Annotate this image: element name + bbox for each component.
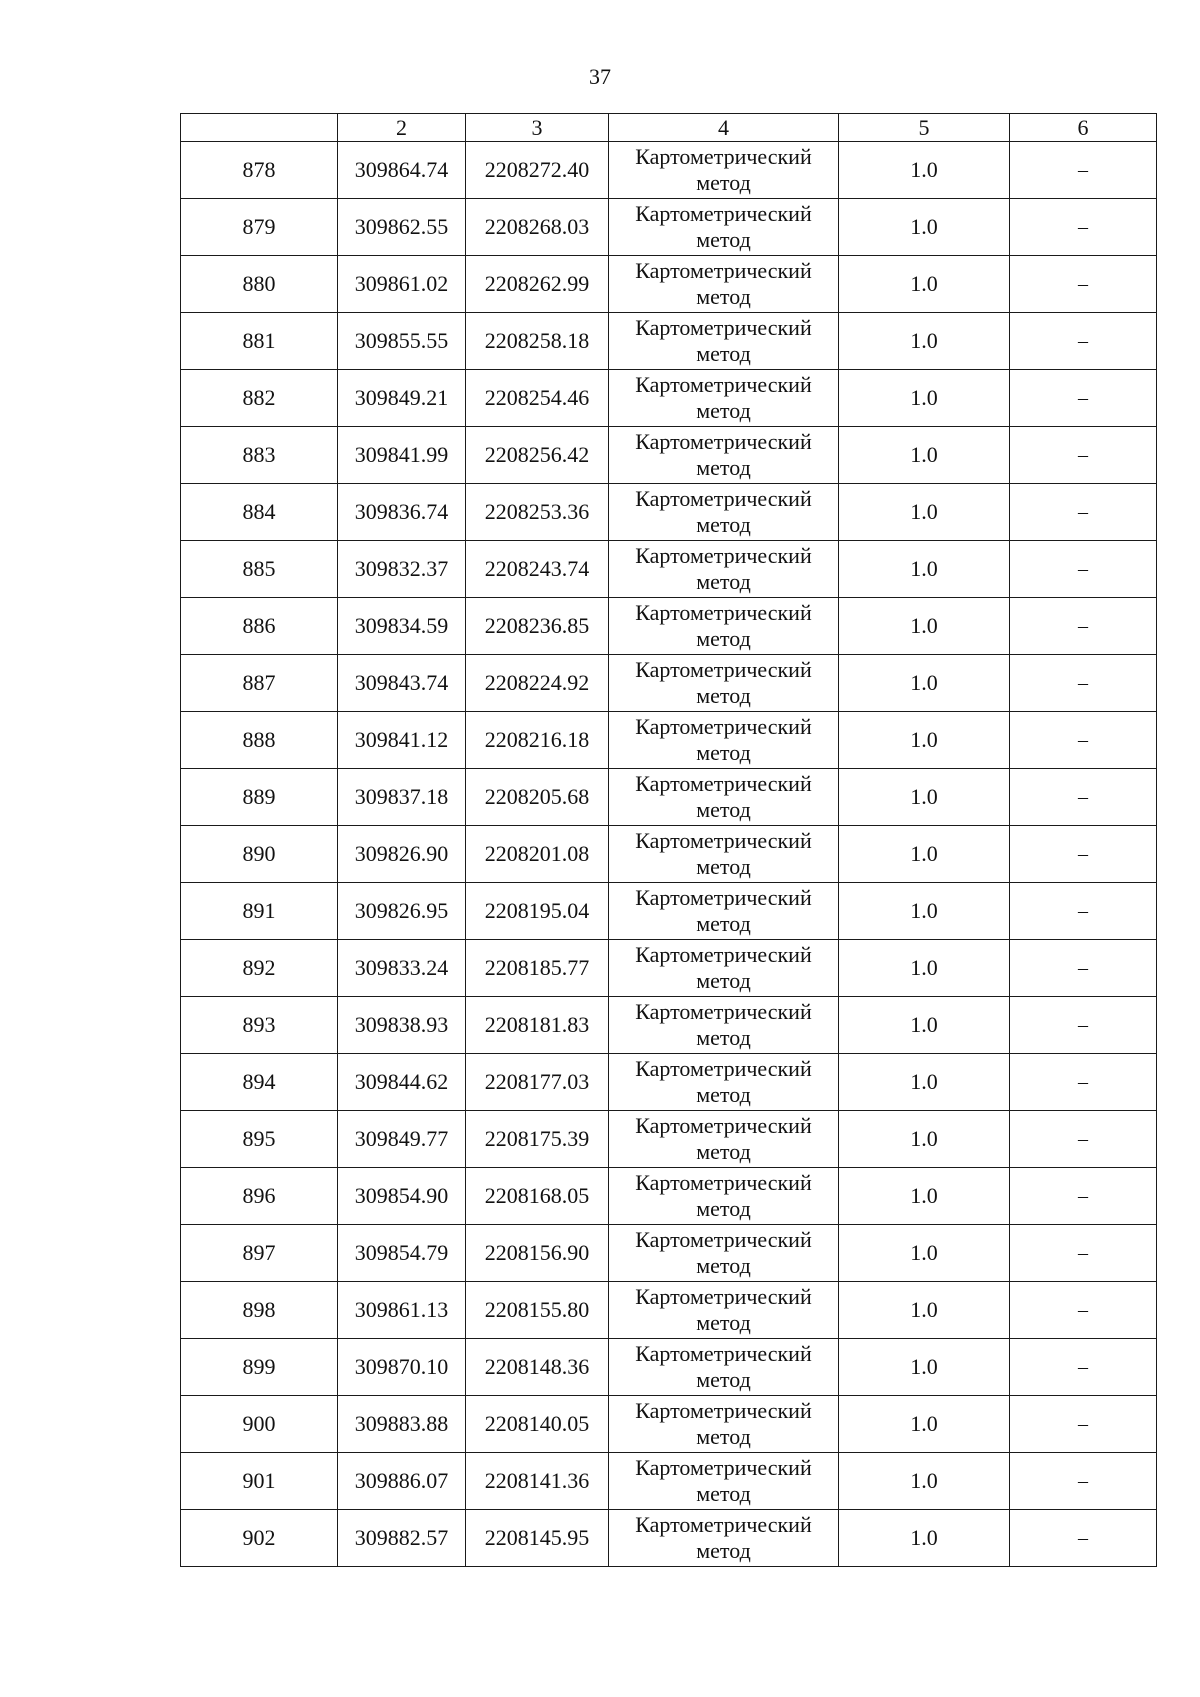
accuracy-cell: 1.0 — [839, 313, 1010, 370]
accuracy-cell: 1.0 — [839, 1453, 1010, 1510]
point-number-cell: 884 — [181, 484, 338, 541]
method-line-1: Картометрический — [635, 372, 812, 397]
table-row — [181, 826, 1157, 883]
accuracy-cell: 1.0 — [839, 769, 1010, 826]
method-line-1: Картометрический — [635, 486, 812, 511]
note-cell: – — [1010, 997, 1157, 1054]
y-coordinate-cell: 2208254.46 — [466, 370, 609, 427]
accuracy-cell: 1.0 — [839, 1111, 1010, 1168]
x-coordinate-cell: 309843.74 — [338, 655, 466, 712]
method-line-2: метод — [696, 398, 751, 423]
method-line-1: Картометрический — [635, 1170, 812, 1195]
note-cell: – — [1010, 769, 1157, 826]
method-line-2: метод — [696, 1538, 751, 1563]
table-row — [181, 1054, 1157, 1111]
x-coordinate-cell: 309832.37 — [338, 541, 466, 598]
point-number-cell: 879 — [181, 199, 338, 256]
header-cell-2: 2 — [338, 114, 466, 142]
note-cell: – — [1010, 142, 1157, 199]
table-row — [181, 1168, 1157, 1225]
method-cell — [609, 484, 839, 541]
y-coordinate-cell: 2208148.36 — [466, 1339, 609, 1396]
method-line-1: Картометрический — [635, 714, 812, 739]
table-row — [181, 883, 1157, 940]
point-number-cell: 885 — [181, 541, 338, 598]
header-cell-4: 4 — [609, 114, 839, 142]
method-cell — [609, 1054, 839, 1111]
x-coordinate-cell: 309855.55 — [338, 313, 466, 370]
x-coordinate-cell: 309826.95 — [338, 883, 466, 940]
method-line-1: Картометрический — [635, 999, 812, 1024]
x-coordinate-cell: 309849.77 — [338, 1111, 466, 1168]
table-body — [181, 142, 1157, 1567]
x-coordinate-cell: 309854.79 — [338, 1225, 466, 1282]
method-cell — [609, 1282, 839, 1339]
point-number-cell: 890 — [181, 826, 338, 883]
x-coordinate-cell: 309844.62 — [338, 1054, 466, 1111]
point-number-cell: 882 — [181, 370, 338, 427]
accuracy-cell: 1.0 — [839, 484, 1010, 541]
accuracy-cell: 1.0 — [839, 1282, 1010, 1339]
point-number-cell: 895 — [181, 1111, 338, 1168]
note-cell: – — [1010, 655, 1157, 712]
method-cell — [609, 598, 839, 655]
accuracy-cell: 1.0 — [839, 1168, 1010, 1225]
method-line-2: метод — [696, 1082, 751, 1107]
y-coordinate-cell: 2208216.18 — [466, 712, 609, 769]
table-row — [181, 1225, 1157, 1282]
note-cell: – — [1010, 1225, 1157, 1282]
method-line-1: Картометрический — [635, 1056, 812, 1081]
y-coordinate-cell: 2208141.36 — [466, 1453, 609, 1510]
x-coordinate-cell: 309836.74 — [338, 484, 466, 541]
header-cell-3: 3 — [466, 114, 609, 142]
table-row — [181, 427, 1157, 484]
table-row — [181, 370, 1157, 427]
method-line-1: Картометрический — [635, 1341, 812, 1366]
method-line-2: метод — [696, 1139, 751, 1164]
accuracy-cell: 1.0 — [839, 142, 1010, 199]
method-line-1: Картометрический — [635, 429, 812, 454]
note-cell: – — [1010, 484, 1157, 541]
point-number-cell: 886 — [181, 598, 338, 655]
table-row — [181, 598, 1157, 655]
y-coordinate-cell: 2208243.74 — [466, 541, 609, 598]
method-cell — [609, 1510, 839, 1567]
method-cell — [609, 1225, 839, 1282]
note-cell: – — [1010, 1453, 1157, 1510]
note-cell: – — [1010, 427, 1157, 484]
method-line-2: метод — [696, 1310, 751, 1335]
method-cell — [609, 1396, 839, 1453]
method-line-2: метод — [696, 1367, 751, 1392]
point-number-cell: 888 — [181, 712, 338, 769]
y-coordinate-cell: 2208236.85 — [466, 598, 609, 655]
method-line-2: метод — [696, 227, 751, 252]
method-line-1: Картометрический — [635, 1284, 812, 1309]
point-number-cell: 887 — [181, 655, 338, 712]
method-line-1: Картометрический — [635, 942, 812, 967]
accuracy-cell: 1.0 — [839, 883, 1010, 940]
method-line-1: Картометрический — [635, 315, 812, 340]
note-cell: – — [1010, 940, 1157, 997]
table-row — [181, 940, 1157, 997]
method-cell — [609, 370, 839, 427]
table-row — [181, 199, 1157, 256]
method-line-2: метод — [696, 1196, 751, 1221]
method-line-2: метод — [696, 740, 751, 765]
accuracy-cell: 1.0 — [839, 541, 1010, 598]
point-number-cell: 891 — [181, 883, 338, 940]
x-coordinate-cell: 309834.59 — [338, 598, 466, 655]
method-cell — [609, 427, 839, 484]
point-number-cell: 889 — [181, 769, 338, 826]
y-coordinate-cell: 2208268.03 — [466, 199, 609, 256]
accuracy-cell: 1.0 — [839, 826, 1010, 883]
x-coordinate-cell: 309849.21 — [338, 370, 466, 427]
method-cell — [609, 655, 839, 712]
point-number-cell: 881 — [181, 313, 338, 370]
method-line-1: Картометрический — [635, 1227, 812, 1252]
table-row — [181, 1339, 1157, 1396]
accuracy-cell: 1.0 — [839, 1054, 1010, 1111]
point-number-cell: 898 — [181, 1282, 338, 1339]
y-coordinate-cell: 2208145.95 — [466, 1510, 609, 1567]
method-line-2: метод — [696, 1253, 751, 1278]
method-line-2: метод — [696, 1481, 751, 1506]
method-line-1: Картометрический — [635, 201, 812, 226]
accuracy-cell: 1.0 — [839, 1339, 1010, 1396]
table-row — [181, 769, 1157, 826]
method-line-2: метод — [696, 683, 751, 708]
method-line-2: метод — [696, 1025, 751, 1050]
y-coordinate-cell: 2208256.42 — [466, 427, 609, 484]
note-cell: – — [1010, 883, 1157, 940]
method-cell — [609, 883, 839, 940]
table-header — [181, 114, 1157, 142]
y-coordinate-cell: 2208168.05 — [466, 1168, 609, 1225]
header-cell-6: 6 — [1010, 114, 1157, 142]
table-row — [181, 1510, 1157, 1567]
x-coordinate-cell: 309861.02 — [338, 256, 466, 313]
method-cell — [609, 769, 839, 826]
table-row — [181, 484, 1157, 541]
y-coordinate-cell: 2208262.99 — [466, 256, 609, 313]
method-line-2: метод — [696, 341, 751, 366]
method-line-2: метод — [696, 569, 751, 594]
y-coordinate-cell: 2208155.80 — [466, 1282, 609, 1339]
note-cell: – — [1010, 1111, 1157, 1168]
table-row — [181, 1396, 1157, 1453]
page-number: 37 — [589, 64, 611, 89]
table-row — [181, 142, 1157, 199]
y-coordinate-cell: 2208185.77 — [466, 940, 609, 997]
method-line-1: Картометрический — [635, 1512, 812, 1537]
method-cell — [609, 313, 839, 370]
note-cell: – — [1010, 1168, 1157, 1225]
method-line-1: Картометрический — [635, 258, 812, 283]
method-line-1: Картометрический — [635, 600, 812, 625]
point-number-cell: 896 — [181, 1168, 338, 1225]
method-cell — [609, 1111, 839, 1168]
y-coordinate-cell: 2208140.05 — [466, 1396, 609, 1453]
accuracy-cell: 1.0 — [839, 940, 1010, 997]
table-row — [181, 655, 1157, 712]
method-line-2: метод — [696, 797, 751, 822]
y-coordinate-cell: 2208272.40 — [466, 142, 609, 199]
table-row — [181, 541, 1157, 598]
x-coordinate-cell: 309837.18 — [338, 769, 466, 826]
note-cell: – — [1010, 712, 1157, 769]
accuracy-cell: 1.0 — [839, 1510, 1010, 1567]
point-number-cell: 902 — [181, 1510, 338, 1567]
x-coordinate-cell: 309864.74 — [338, 142, 466, 199]
x-coordinate-cell: 309854.90 — [338, 1168, 466, 1225]
method-line-1: Картометрический — [635, 657, 812, 682]
accuracy-cell: 1.0 — [839, 997, 1010, 1054]
method-line-1: Картометрический — [635, 144, 812, 169]
point-number-cell: 901 — [181, 1453, 338, 1510]
note-cell: – — [1010, 199, 1157, 256]
method-line-1: Картометрический — [635, 828, 812, 853]
method-line-2: метод — [696, 911, 751, 936]
point-number-cell: 893 — [181, 997, 338, 1054]
method-cell — [609, 1339, 839, 1396]
x-coordinate-cell: 309883.88 — [338, 1396, 466, 1453]
note-cell: – — [1010, 541, 1157, 598]
method-line-2: метод — [696, 854, 751, 879]
header-row — [181, 114, 1157, 142]
table-row — [181, 1453, 1157, 1510]
method-line-2: метод — [696, 284, 751, 309]
table-row — [181, 1282, 1157, 1339]
method-line-2: метод — [696, 512, 751, 537]
method-cell — [609, 199, 839, 256]
method-cell — [609, 1453, 839, 1510]
note-cell: – — [1010, 1282, 1157, 1339]
table-row — [181, 997, 1157, 1054]
note-cell: – — [1010, 256, 1157, 313]
method-line-1: Картометрический — [635, 1398, 812, 1423]
accuracy-cell: 1.0 — [839, 598, 1010, 655]
x-coordinate-cell: 309886.07 — [338, 1453, 466, 1510]
method-line-2: метод — [696, 170, 751, 195]
note-cell: – — [1010, 313, 1157, 370]
accuracy-cell: 1.0 — [839, 655, 1010, 712]
y-coordinate-cell: 2208175.39 — [466, 1111, 609, 1168]
y-coordinate-cell: 2208156.90 — [466, 1225, 609, 1282]
x-coordinate-cell: 309841.12 — [338, 712, 466, 769]
x-coordinate-cell: 309870.10 — [338, 1339, 466, 1396]
method-cell — [609, 997, 839, 1054]
method-cell — [609, 256, 839, 313]
method-cell — [609, 826, 839, 883]
note-cell: – — [1010, 1339, 1157, 1396]
table-row — [181, 313, 1157, 370]
method-line-2: метод — [696, 1424, 751, 1449]
x-coordinate-cell: 309882.57 — [338, 1510, 466, 1567]
x-coordinate-cell: 309826.90 — [338, 826, 466, 883]
y-coordinate-cell: 2208201.08 — [466, 826, 609, 883]
accuracy-cell: 1.0 — [839, 1225, 1010, 1282]
point-number-cell: 899 — [181, 1339, 338, 1396]
method-cell — [609, 712, 839, 769]
method-cell — [609, 1168, 839, 1225]
table-row — [181, 256, 1157, 313]
accuracy-cell: 1.0 — [839, 712, 1010, 769]
x-coordinate-cell: 309833.24 — [338, 940, 466, 997]
point-number-cell: 892 — [181, 940, 338, 997]
coordinates-table — [180, 113, 1157, 1567]
method-line-1: Картометрический — [635, 1113, 812, 1138]
method-line-2: метод — [696, 455, 751, 480]
accuracy-cell: 1.0 — [839, 256, 1010, 313]
method-line-1: Картометрический — [635, 771, 812, 796]
y-coordinate-cell: 2208177.03 — [466, 1054, 609, 1111]
x-coordinate-cell: 309838.93 — [338, 997, 466, 1054]
point-number-cell: 897 — [181, 1225, 338, 1282]
note-cell: – — [1010, 826, 1157, 883]
note-cell: – — [1010, 1510, 1157, 1567]
y-coordinate-cell: 2208224.92 — [466, 655, 609, 712]
x-coordinate-cell: 309841.99 — [338, 427, 466, 484]
method-cell — [609, 940, 839, 997]
x-coordinate-cell: 309861.13 — [338, 1282, 466, 1339]
accuracy-cell: 1.0 — [839, 427, 1010, 484]
point-number-cell: 878 — [181, 142, 338, 199]
table-row — [181, 1111, 1157, 1168]
y-coordinate-cell: 2208258.18 — [466, 313, 609, 370]
method-line-2: метод — [696, 626, 751, 651]
method-line-1: Картометрический — [635, 885, 812, 910]
note-cell: – — [1010, 1054, 1157, 1111]
method-cell — [609, 541, 839, 598]
y-coordinate-cell: 2208205.68 — [466, 769, 609, 826]
y-coordinate-cell: 2208253.36 — [466, 484, 609, 541]
method-line-2: метод — [696, 968, 751, 993]
point-number-cell: 883 — [181, 427, 338, 484]
accuracy-cell: 1.0 — [839, 1396, 1010, 1453]
note-cell: – — [1010, 598, 1157, 655]
y-coordinate-cell: 2208181.83 — [466, 997, 609, 1054]
table-row — [181, 712, 1157, 769]
header-cell-1 — [181, 114, 338, 142]
point-number-cell: 894 — [181, 1054, 338, 1111]
point-number-cell: 900 — [181, 1396, 338, 1453]
note-cell: – — [1010, 1396, 1157, 1453]
x-coordinate-cell: 309862.55 — [338, 199, 466, 256]
note-cell: – — [1010, 370, 1157, 427]
header-cell-5: 5 — [839, 114, 1010, 142]
y-coordinate-cell: 2208195.04 — [466, 883, 609, 940]
method-cell — [609, 142, 839, 199]
method-line-1: Картометрический — [635, 543, 812, 568]
accuracy-cell: 1.0 — [839, 370, 1010, 427]
point-number-cell: 880 — [181, 256, 338, 313]
method-line-1: Картометрический — [635, 1455, 812, 1480]
accuracy-cell: 1.0 — [839, 199, 1010, 256]
